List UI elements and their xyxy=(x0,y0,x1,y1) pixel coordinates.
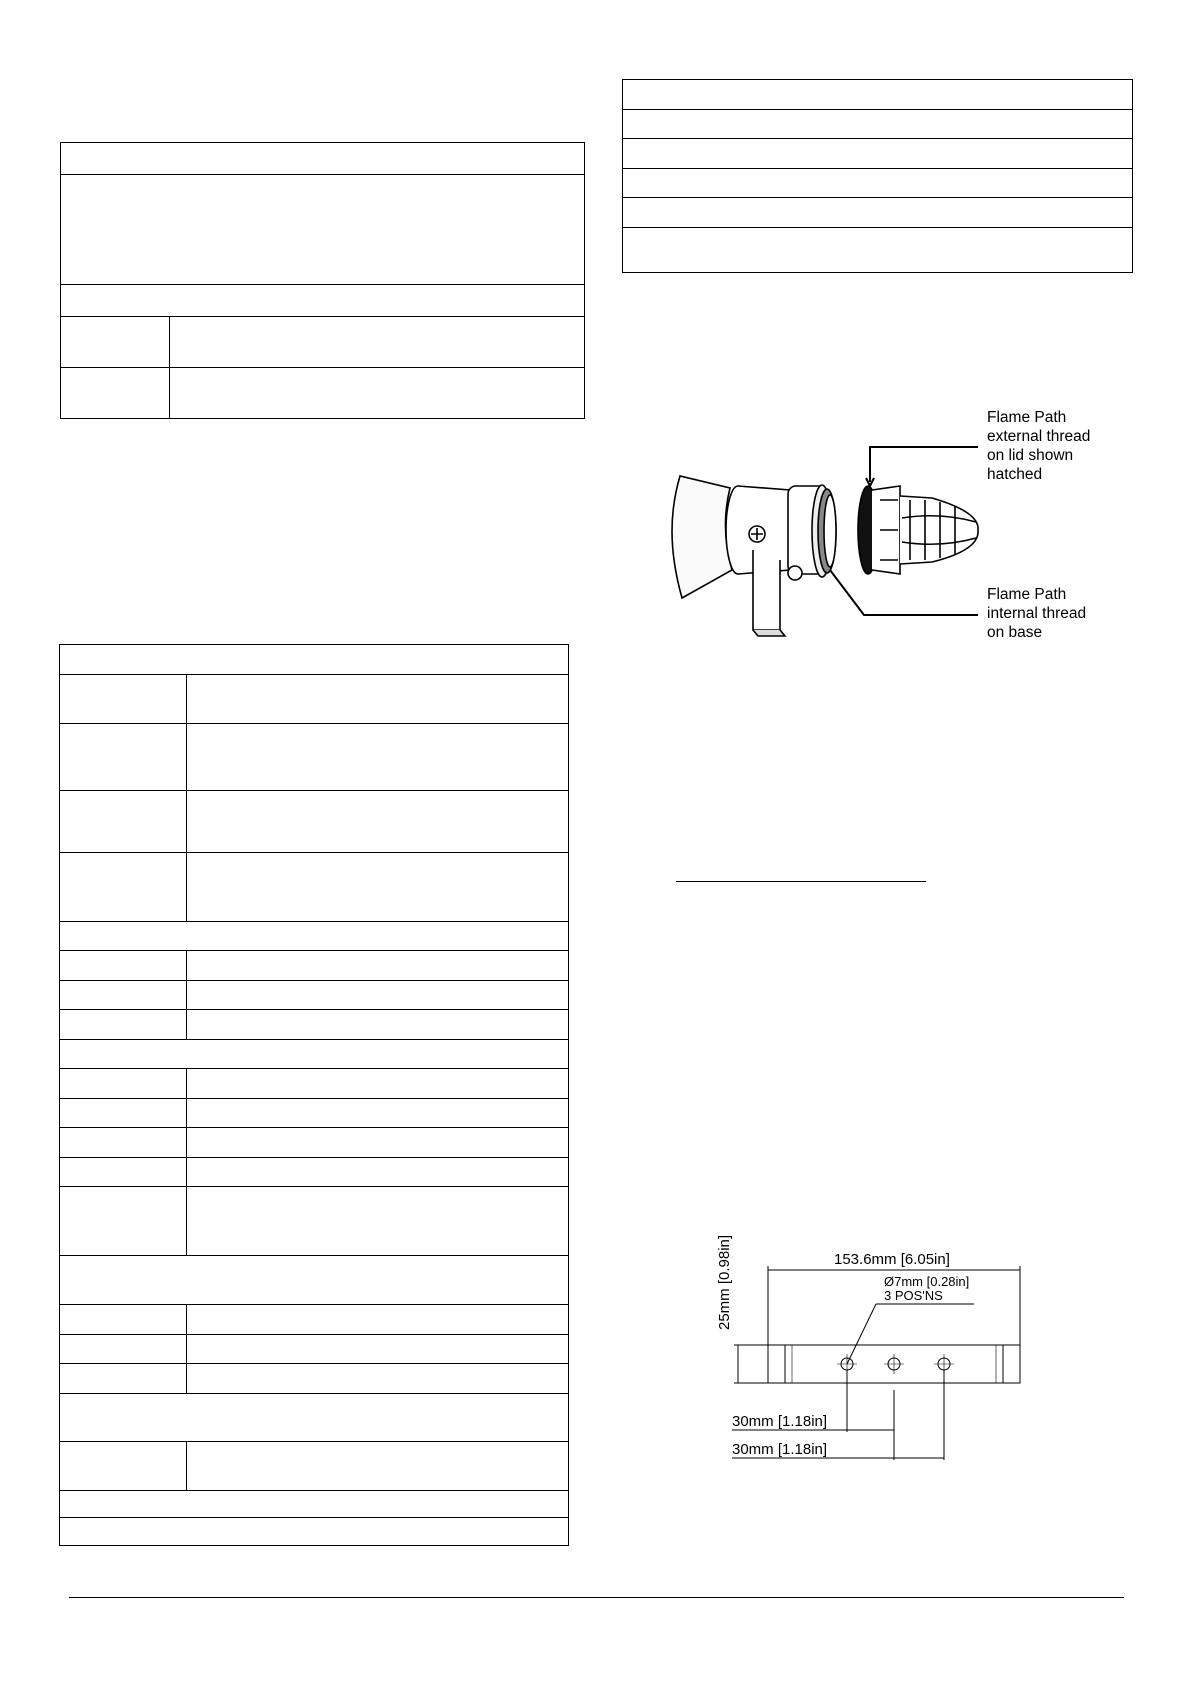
label-line: internal thread xyxy=(987,605,1087,622)
footer-rule xyxy=(69,1597,1124,1598)
sounder-flame-path-figure xyxy=(640,400,1120,650)
table-row xyxy=(61,368,585,419)
pitch-label-1: 30mm [1.18in] xyxy=(732,1413,828,1430)
pitch-label-2: 30mm [1.18in] xyxy=(732,1441,828,1458)
section-underline xyxy=(676,881,926,882)
height-label: 25mm [0.98in] xyxy=(716,1234,733,1330)
sounder-horn-illustration xyxy=(672,476,836,636)
table-row xyxy=(61,143,585,175)
label-line: Flame Path xyxy=(987,586,1067,603)
overall-width-label: 153.6mm [6.05in] xyxy=(834,1251,950,1268)
table-row xyxy=(60,981,569,1010)
label-line: Flame Path xyxy=(987,409,1067,426)
flame-path-internal-label xyxy=(987,586,1086,641)
table-row xyxy=(623,139,1133,169)
table-row xyxy=(61,317,585,368)
label-line: hatched xyxy=(987,466,1043,483)
table-row xyxy=(60,1335,569,1364)
spec-table-2 xyxy=(59,644,569,1546)
hole-count-label: 3 POS'NS xyxy=(884,1288,943,1303)
table-row xyxy=(623,228,1133,273)
hole-size-label: Ø7mm [0.28in] xyxy=(884,1274,970,1289)
label-line: external thread xyxy=(987,428,1091,445)
table-row xyxy=(60,1256,569,1305)
table-row xyxy=(623,110,1133,139)
table-row xyxy=(623,80,1133,110)
table-row xyxy=(60,922,569,951)
table-row xyxy=(60,1442,569,1491)
label-line: on base xyxy=(987,624,1043,641)
table-row xyxy=(60,645,569,675)
table-row xyxy=(61,175,585,285)
table-row xyxy=(623,169,1133,198)
table-row xyxy=(60,951,569,981)
bracket-dimension-drawing xyxy=(708,1220,1038,1475)
table-row xyxy=(61,285,585,317)
table-row xyxy=(60,1099,569,1128)
table-row xyxy=(60,1394,569,1442)
table-row xyxy=(60,1040,569,1069)
table-row xyxy=(60,791,569,853)
spec-table-3 xyxy=(622,79,1133,273)
table-row xyxy=(60,1491,569,1518)
table-row xyxy=(60,1128,569,1158)
table-row xyxy=(60,724,569,791)
spec-table-1 xyxy=(60,142,585,419)
table-row xyxy=(60,1010,569,1040)
table-row xyxy=(60,1187,569,1256)
table-row xyxy=(60,853,569,922)
sounder-lid-illustration xyxy=(858,486,978,574)
flame-path-external-label xyxy=(987,409,1090,483)
table-row xyxy=(60,1364,569,1394)
table-row xyxy=(60,1305,569,1335)
table-row xyxy=(60,1158,569,1187)
table-row xyxy=(623,198,1133,228)
table-row xyxy=(60,1518,569,1546)
table-row xyxy=(60,1069,569,1099)
label-line: on lid shown xyxy=(987,447,1074,464)
table-row xyxy=(60,675,569,724)
